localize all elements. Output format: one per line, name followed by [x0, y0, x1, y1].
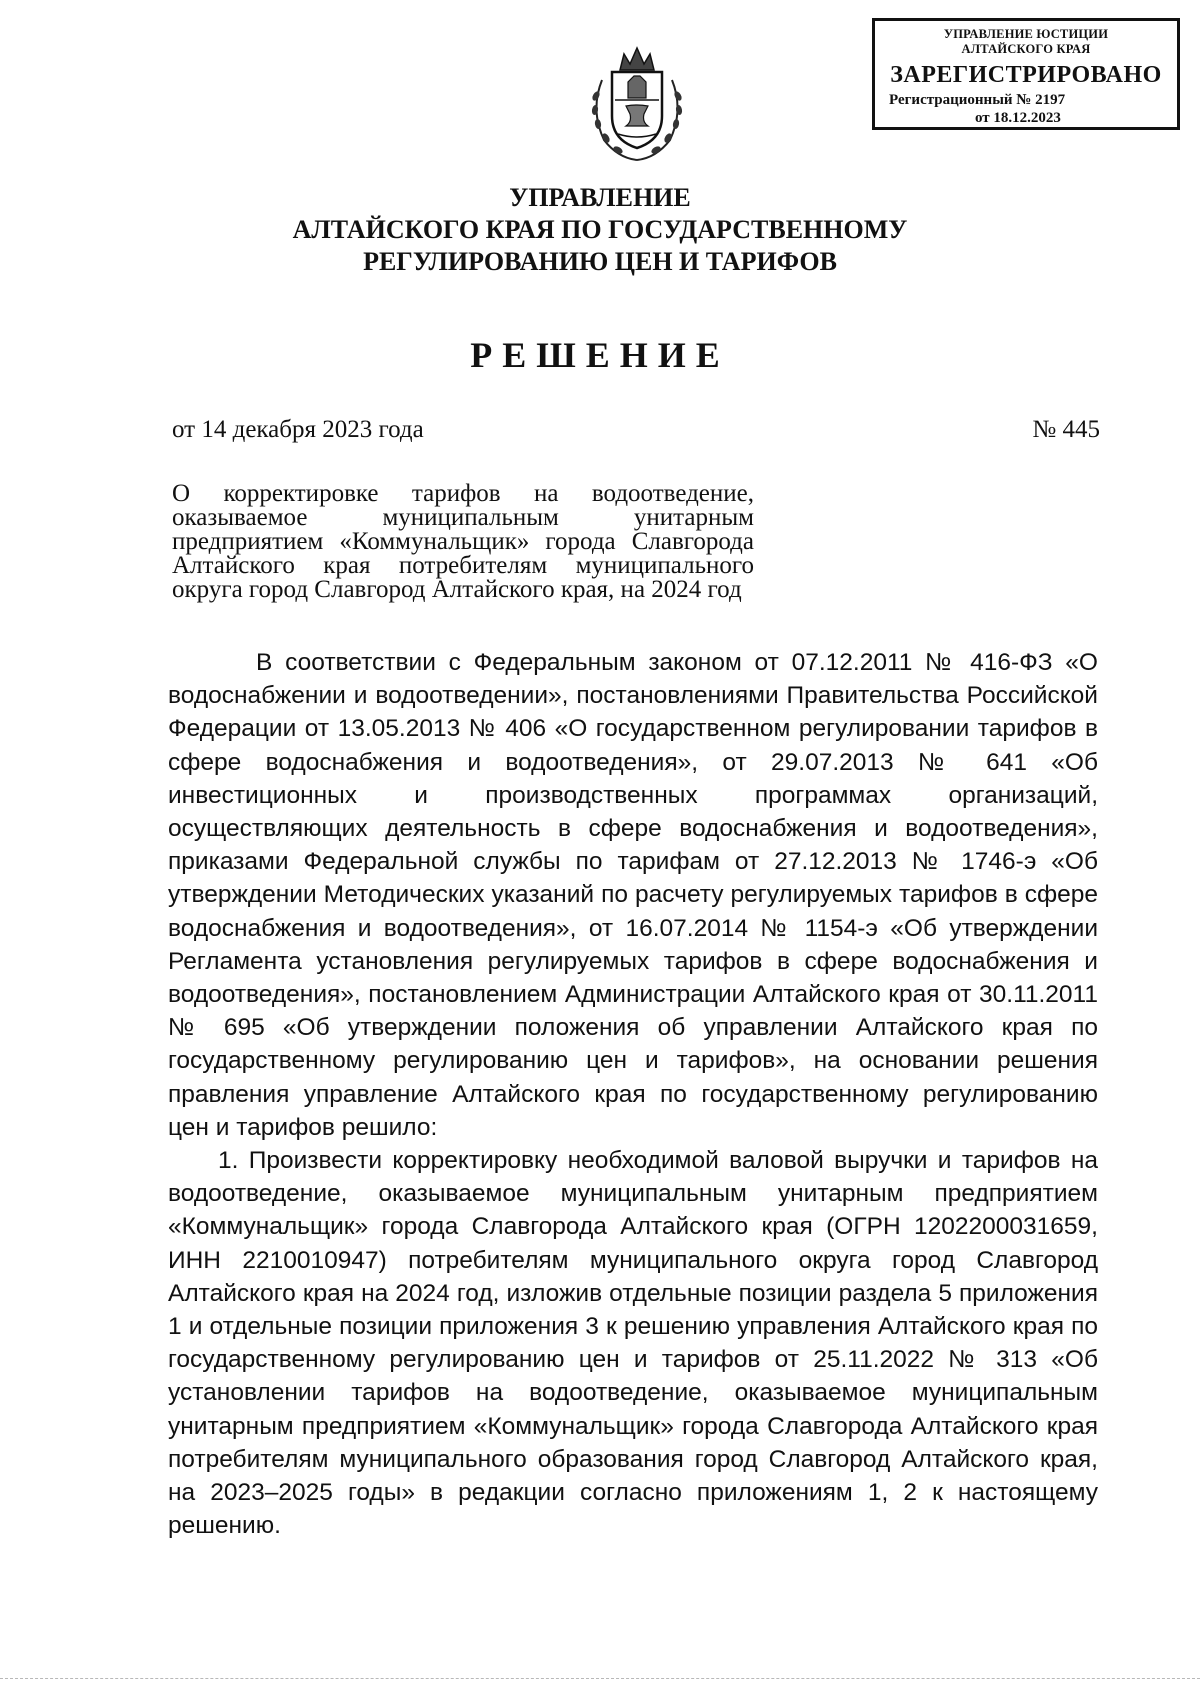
stamp-org-line1: УПРАВЛЕНИЕ ЮСТИЦИИ — [943, 27, 1109, 41]
document-type: РЕШЕНИЕ — [470, 335, 730, 375]
registration-stamp — [872, 18, 1180, 130]
page-bottom-edge — [0, 1678, 1200, 1679]
agency-line3: РЕГУЛИРОВАНИЮ ЦЕН И ТАРИФОВ — [363, 247, 837, 276]
agency-line2: АЛТАЙСКОГО КРАЯ ПО ГОСУДАРСТВЕННОМУ — [292, 215, 908, 244]
document-subject: О корректировке тарифов на водоотведение, оказываемое муниципальным унитарным предприятием «Коммунальщик» города Славгорода Алтайского края потребителям муниципального округа город Славгород Алтайского края, на 2024 год — [172, 480, 754, 603]
stamp-org-line2: АЛТАЙСКОГО КРАЯ — [961, 42, 1091, 56]
stamp-reg-number: Регистрационный № 2197 — [889, 92, 1066, 108]
document-number: № 445 — [1032, 416, 1100, 443]
decision-item-1: 1. Произвести корректировку необходимой валовой выручки и тарифов на водоотведение, оказываемое муниципальным унитарным предприятием «Коммунальщик» города Славгорода Алтайского края (ОГРН 1202200031659, ИНН 2210010947) потребителям муниципального округа город Славгород Алтайского края на 2024 год, изложив отдельные позиции раздела 5 приложения 1 и отдельные позиции приложения 3 к решению управления Алтайского края по государственному регулированию цен и тарифов от 25.11.2022 № 313 «Об установлении тарифов на водоотведение, оказываемое муниципальным унитарным предприятием «Коммунальщик» города Славгорода Алтайского края потребителям муниципального образования город Славгород Алтайского края, на 2023–2025 годы» в редакции согласно приложениям 1, 2 к настоящему решению. — [168, 1147, 1098, 1540]
altai-krai-coat-of-arms-icon — [582, 40, 692, 164]
stamp-title: ЗАРЕГИСТРИРОВАНО — [890, 62, 1162, 88]
stamp-org — [875, 27, 1177, 57]
document-date: от 14 декабря 2023 года — [172, 416, 424, 443]
document-body — [168, 646, 1098, 1542]
preamble-paragraph: В соответствии с Федеральным законом от 07.12.2011 № 416-ФЗ «О водоснабжении и водоотведении», постановлениями Правительства Российской Федерации от 13.05.2013 № 406 «О государственном регулировании тарифов в сфере водоснабжения и водоотведения», от 29.07.2013 № 641 «Об инвестиционных и производственных программах организаций, осуществляющих деятельность в сфере водоснабжения и водоотведения», приказами Федеральной службы по тарифам от 27.12.2013 № 1746-э «Об утверждении Методических указаний по расчету регулируемых тарифов в сфере водоснабжения и водоотведения», от 16.07.2014 № 1154-э «Об утверждении Регламента установления регулируемых тарифов в сфере водоснабжения и водоотведения», постановлением Администрации Алтайского края от 30.11.2011 № 695 «Об утверждении положения об управлении Алтайского края по государственному регулированию цен и тарифов», на основании решения правления управление Алтайского края по государственному регулированию цен и тарифов решило: — [168, 649, 1098, 1141]
stamp-reg-date: от 18.12.2023 — [975, 110, 1061, 126]
agency-name — [200, 182, 1000, 278]
agency-line1: УПРАВЛЕНИЕ — [509, 183, 691, 212]
